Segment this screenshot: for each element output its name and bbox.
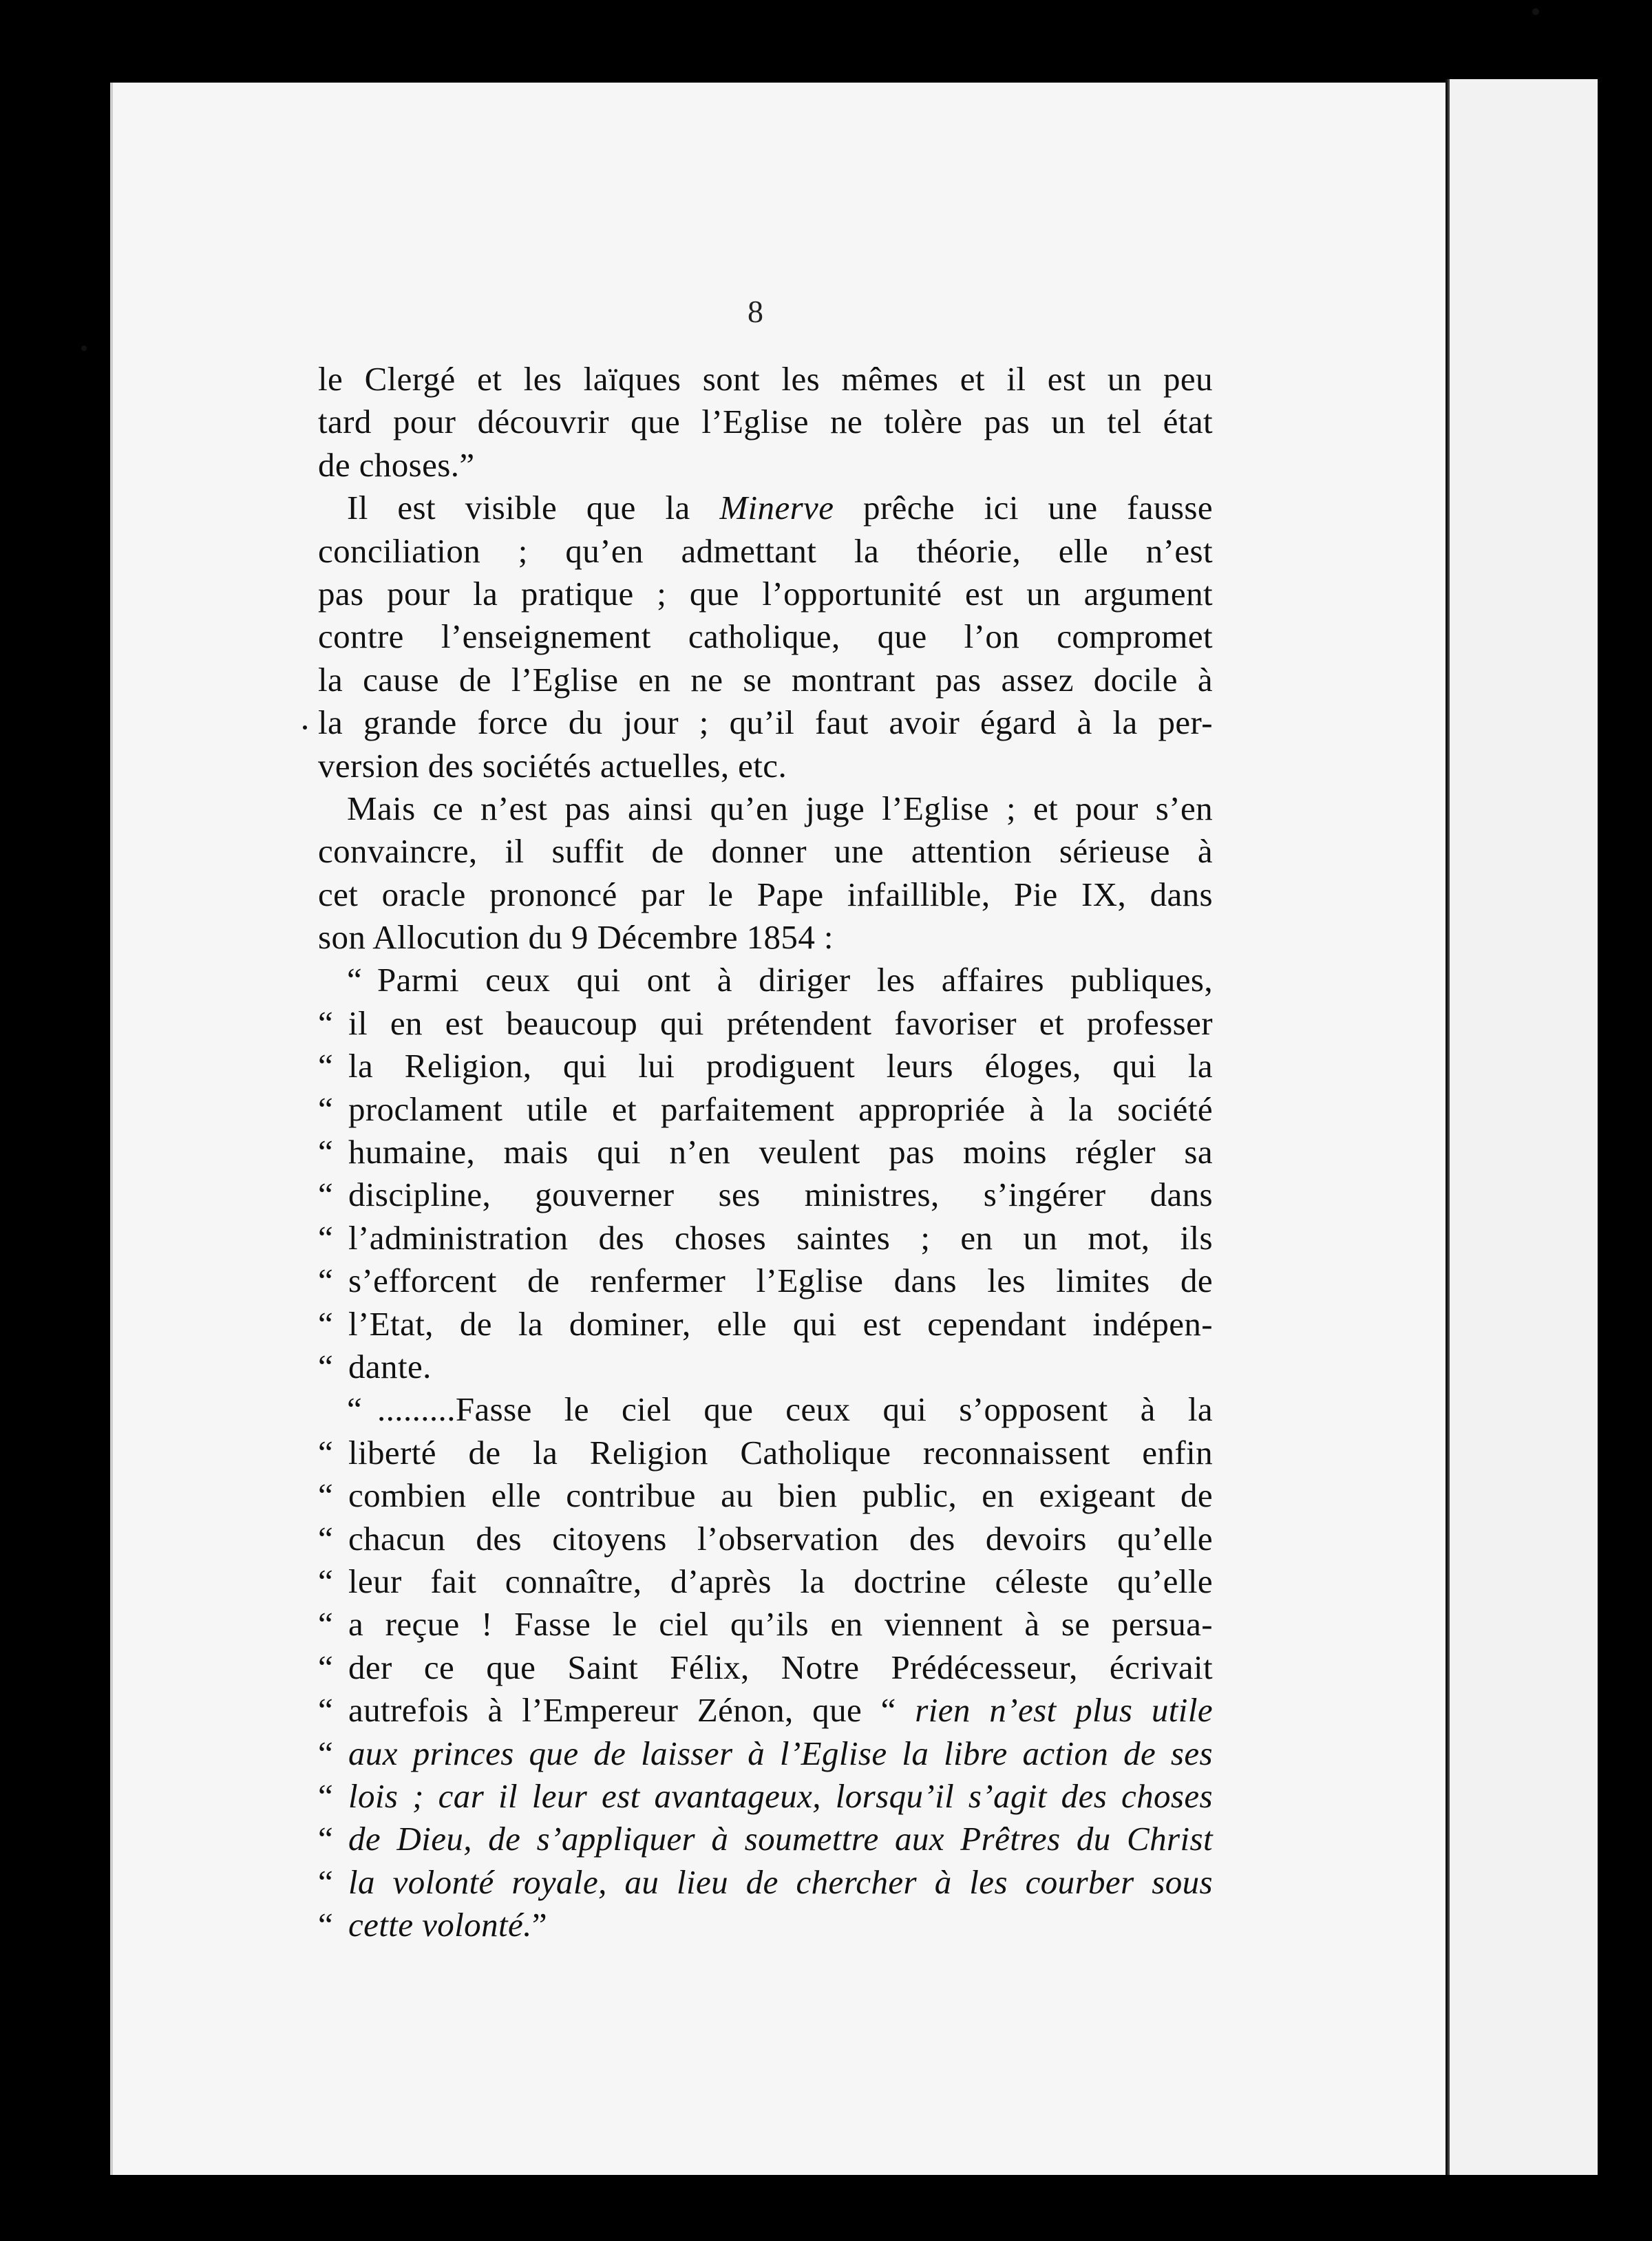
- text-line: [318, 1560, 1213, 1603]
- italic-segment: aux princes que de laisser à l’Eglise la libre action de ses: [348, 1734, 1213, 1772]
- italic-segment: Minerve: [719, 489, 834, 527]
- text-segment: contre l’enseignement catholique, que l’on compromet: [318, 617, 1213, 656]
- text-segment: leur fait connaître, d’après la doctrine céleste qu’elle: [348, 1562, 1213, 1600]
- quote-mark: “: [318, 1176, 334, 1214]
- text-line: [318, 1088, 1213, 1131]
- text-line: [318, 1303, 1213, 1346]
- text-line: [318, 1518, 1213, 1560]
- text-segment: autrefois à l’Empereur Zénon, que “: [348, 1691, 915, 1730]
- text-line: [318, 1732, 1213, 1775]
- text-line: [318, 1173, 1213, 1216]
- text-line: [318, 916, 1213, 959]
- text-segment: la cause de l’Eglise en ne se montrant pas assez docile à: [318, 660, 1213, 699]
- text-line: [318, 401, 1213, 443]
- text-line: [318, 1002, 1213, 1045]
- text-segment: l’administration des choses saintes ; en un mot, ils: [348, 1218, 1213, 1257]
- text-line: [318, 444, 1213, 487]
- text-segment: liberté de la Religion Catholique reconnaissent enfin: [348, 1433, 1213, 1472]
- quote-mark: “: [318, 1304, 334, 1343]
- text-segment: dante.: [348, 1347, 432, 1385]
- italic-segment: cette volonté.: [348, 1906, 532, 1944]
- text-line: [318, 1388, 1213, 1431]
- scan-speck: [81, 346, 87, 351]
- text-line: [318, 573, 1213, 615]
- quote-mark: “: [318, 1562, 334, 1600]
- text-line: [318, 1818, 1213, 1860]
- text-line: [318, 787, 1213, 830]
- text-segment: prêche ici une fausse: [834, 489, 1213, 527]
- facing-page-edge: [1446, 79, 1598, 2175]
- text-segment: pas pour la pratique ; que l’opportunité est un argument: [318, 574, 1213, 613]
- text-line: [318, 1861, 1213, 1904]
- text-segment: conciliation ; qu’en admettant la théorie, elle n’est: [318, 531, 1213, 570]
- text-line: [318, 615, 1213, 658]
- text-segment: .........Fasse le ciel que ceux qui s’opposent à la: [377, 1390, 1213, 1429]
- scan-speck: [1532, 8, 1539, 15]
- text-segment: discipline, gouverner ses ministres, s’ingérer dans: [348, 1176, 1213, 1214]
- text-segment: Mais ce n’est pas ainsi qu’en juge l’Eglise ; et pour s’en: [347, 789, 1213, 827]
- quote-mark: “: [318, 1003, 334, 1042]
- quote-mark: “: [318, 1605, 334, 1644]
- italic-segment: de Dieu, de s’appliquer à soumettre aux Prêtres du Christ: [348, 1820, 1213, 1858]
- text-line: [318, 659, 1213, 701]
- text-segment: la Religion, qui lui prodiguent leurs éloges, qui la: [348, 1047, 1213, 1085]
- text-line: [318, 701, 1213, 744]
- text-segment: cet oracle prononcé par le Pape infaillible, Pie IX, dans: [318, 875, 1213, 913]
- text-segment: Il est visible que la: [347, 489, 720, 527]
- text-segment: son Allocution du 9 Décembre 1854 :: [318, 918, 834, 957]
- text-line: [318, 1775, 1213, 1818]
- text-segment: l’Etat, de la dominer, elle qui est cependant indépen-: [348, 1304, 1213, 1343]
- text-line: [318, 1603, 1213, 1646]
- page-gutter: [1446, 79, 1448, 2175]
- text-segment: der ce que Saint Félix, Notre Prédécesseur, écrivait: [348, 1648, 1213, 1686]
- quote-mark: “: [318, 1906, 334, 1944]
- italic-segment: lois ; car il leur est avantageux, lorsqu’il s’agit des choses: [348, 1776, 1213, 1815]
- quote-mark: “: [347, 1390, 363, 1429]
- text-segment: il en est beaucoup qui prétendent favoriser et professer: [348, 1003, 1213, 1042]
- text-line: [318, 959, 1213, 1001]
- quote-mark: “: [318, 1476, 334, 1515]
- text-line: [318, 1217, 1213, 1260]
- quote-mark: “: [318, 1218, 334, 1257]
- quote-mark: “: [318, 1090, 334, 1128]
- text-line: [318, 1646, 1213, 1689]
- text-segment: ”: [531, 1906, 547, 1944]
- text-line: [318, 1346, 1213, 1388]
- text-line: [318, 1432, 1213, 1474]
- quote-mark: “: [318, 1133, 334, 1171]
- text-line: [318, 1260, 1213, 1302]
- text-line: [318, 873, 1213, 916]
- text-line: [318, 358, 1213, 401]
- text-segment: le Clergé et les laïques sont les mêmes et il est un peu: [318, 360, 1213, 398]
- text-segment: humaine, mais qui n’en veulent pas moins régler sa: [348, 1133, 1213, 1171]
- quote-mark: “: [318, 1820, 334, 1858]
- text-segment: Parmi ceux qui ont à diriger les affaires publiques,: [377, 961, 1213, 999]
- quote-mark: “: [318, 1347, 334, 1385]
- quote-mark: “: [318, 1433, 334, 1472]
- italic-segment: rien n’est plus utile: [915, 1691, 1213, 1730]
- text-segment: la grande force du jour ; qu’il faut avoir égard à la per-: [318, 703, 1213, 742]
- text-segment: proclament utile et parfaitement appropriée à la société: [348, 1090, 1213, 1128]
- quote-mark: “: [318, 1734, 334, 1772]
- text-segment: version des sociétés actuelles, etc.: [318, 746, 787, 785]
- quote-mark: “: [318, 1047, 334, 1085]
- text-line: [318, 1131, 1213, 1173]
- text-segment: combien elle contribue au bien public, en exigeant de: [348, 1476, 1213, 1515]
- page-number: 8: [748, 294, 763, 329]
- text-line: [318, 1045, 1213, 1087]
- scan-speck: [303, 725, 307, 730]
- text-line: [318, 745, 1213, 787]
- quote-mark: “: [318, 1648, 334, 1686]
- text-line: [318, 530, 1213, 573]
- text-line: [318, 1904, 1213, 1946]
- text-segment: s’efforcent de renfermer l’Eglise dans les limites de: [348, 1262, 1213, 1300]
- quote-mark: “: [318, 1519, 334, 1558]
- text-line: [318, 1689, 1213, 1732]
- quote-mark: “: [318, 1691, 334, 1730]
- text-segment: chacun des citoyens l’observation des devoirs qu’elle: [348, 1519, 1213, 1558]
- text-segment: tard pour découvrir que l’Eglise ne tolère pas un tel état: [318, 403, 1213, 441]
- text-line: [318, 1474, 1213, 1517]
- quote-mark: “: [318, 1862, 334, 1901]
- quote-mark: “: [318, 1262, 334, 1300]
- text-segment: convaincre, il suffit de donner une attention sérieuse à: [318, 832, 1213, 871]
- italic-segment: la volonté royale, au lieu de chercher à les courber sous: [348, 1862, 1213, 1901]
- text-line: [318, 487, 1213, 529]
- text-segment: de choses.”: [318, 445, 475, 484]
- text-line: [318, 830, 1213, 873]
- quote-mark: “: [318, 1776, 334, 1815]
- text-segment: a reçue ! Fasse le ciel qu’ils en viennent à se persua-: [348, 1605, 1213, 1644]
- body-text: [318, 358, 1213, 1946]
- quote-mark: “: [347, 961, 363, 999]
